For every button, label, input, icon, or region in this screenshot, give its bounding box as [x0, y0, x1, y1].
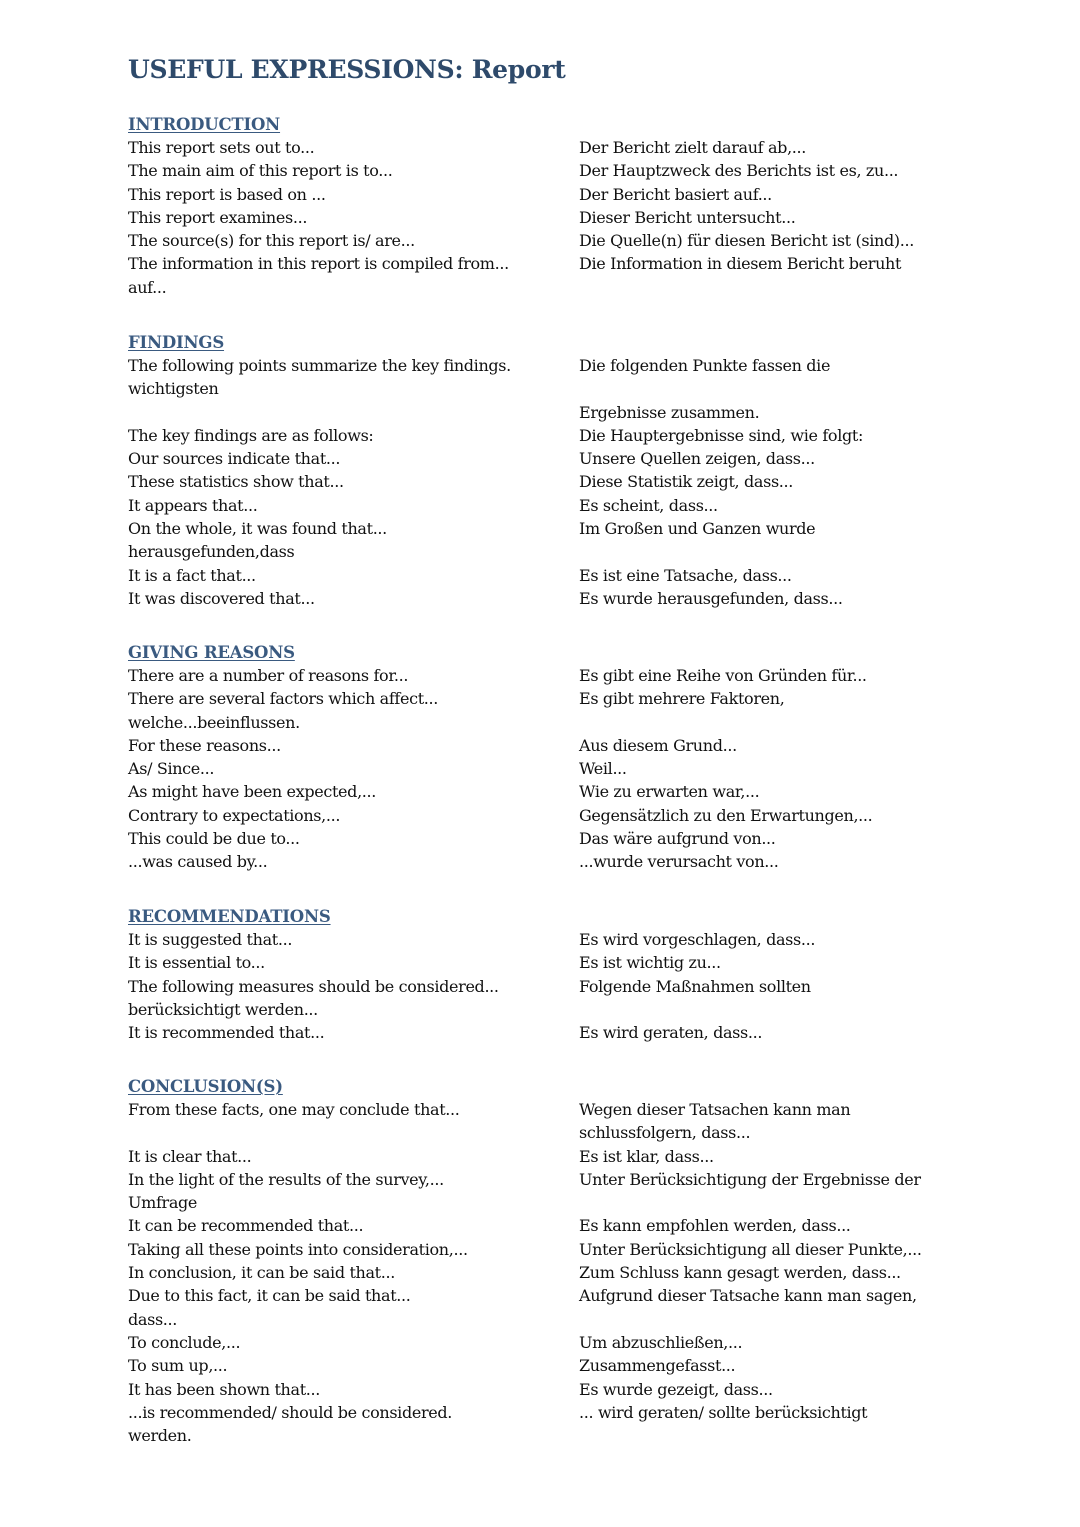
phrase-row [128, 711, 968, 734]
phrase-row [128, 1145, 968, 1168]
phrase-row [128, 975, 968, 998]
english-phrase: berücksichtigt werden... [128, 999, 318, 1019]
english-phrase: This report examines... [128, 207, 308, 227]
english-phrase: From these facts, one may conclude that... [128, 1100, 460, 1119]
german-phrase: schlussfolgern, dass... [579, 1123, 751, 1143]
german-phrase: ...wurde verursacht von... [579, 852, 779, 872]
german-phrase: Wegen dieser Tatsachen kann man [579, 1100, 851, 1119]
phrase-row [128, 951, 968, 974]
section-findings [128, 331, 968, 610]
english-phrase: Umfrage [128, 1193, 198, 1213]
section-giving-reasons [128, 641, 968, 874]
german-phrase: Es gibt eine Reihe von Gründen für... [579, 666, 867, 685]
german-phrase: Zum Schluss kann gesagt werden, dass... [579, 1263, 901, 1283]
german-phrase: Gegensätzlich zu den Erwartungen,... [579, 805, 873, 825]
german-phrase: Es scheint, dass... [579, 495, 718, 515]
section-heading: CONCLUSION(S) [128, 1077, 283, 1096]
german-phrase: Dieser Bericht untersucht... [579, 207, 796, 227]
phrase-row [128, 928, 968, 951]
german-phrase: Ergebnisse zusammen. [579, 402, 760, 422]
english-phrase: The information in this report is compiled from... [128, 254, 509, 274]
section-heading: INTRODUCTION [128, 115, 281, 134]
german-phrase: Es wird geraten, dass... [579, 1023, 763, 1043]
phrase-row [128, 1191, 968, 1214]
phrase-row [128, 424, 968, 447]
english-phrase: The following points summarize the key findings. [128, 356, 511, 375]
german-phrase: Der Bericht zielt darauf ab,... [579, 138, 807, 157]
english-phrase: Our sources indicate that... [128, 449, 341, 469]
phrase-row [128, 1261, 968, 1284]
english-phrase: As might have been expected,... [128, 782, 377, 802]
section-heading: RECOMMENDATIONS [128, 907, 331, 926]
phrase-row [128, 183, 968, 206]
english-phrase: It is suggested that... [128, 930, 293, 949]
phrase-row [128, 540, 968, 563]
english-phrase: There are several factors which affect... [128, 689, 439, 709]
phrase-row [128, 206, 968, 229]
english-phrase: It has been shown that... [128, 1379, 320, 1399]
english-phrase: auf... [128, 277, 167, 297]
german-phrase: Im Großen und Ganzen wurde [579, 519, 816, 539]
german-phrase: Zusammengefasst... [579, 1356, 736, 1376]
phrase-row [128, 1168, 968, 1191]
english-phrase: There are a number of reasons for... [128, 666, 409, 685]
phrase-list [128, 1098, 968, 1447]
german-phrase: Der Hauptzweck des Berichts ist es, zu... [579, 161, 899, 181]
german-phrase: Weil... [579, 759, 627, 779]
english-phrase: It is essential to... [128, 953, 265, 973]
english-phrase: The key findings are as follows: [128, 425, 374, 445]
phrase-row [128, 1284, 968, 1307]
section-recommendations [128, 905, 968, 1044]
phrase-row [128, 354, 968, 377]
phrase-row [128, 780, 968, 803]
german-phrase: Unter Berücksichtigung all dieser Punkte,... [579, 1239, 922, 1259]
english-phrase: It was discovered that... [128, 588, 315, 608]
english-phrase: To conclude,... [128, 1332, 241, 1352]
german-phrase: Aufgrund dieser Tatsache kann man sagen, [579, 1286, 917, 1306]
phrase-row [128, 1214, 968, 1237]
english-phrase: The source(s) for this report is/ are... [128, 231, 415, 251]
english-phrase: The main aim of this report is to... [128, 161, 393, 181]
english-phrase: It can be recommended that... [128, 1216, 364, 1236]
english-phrase: wichtigsten [128, 379, 219, 399]
phrase-row [128, 377, 968, 400]
phrase-row [128, 1308, 968, 1331]
phrase-row [128, 1098, 968, 1121]
german-phrase: Wie zu erwarten war,... [579, 782, 760, 802]
german-phrase: Aus diesem Grund... [579, 735, 737, 755]
english-phrase: This report sets out to... [128, 138, 315, 157]
english-phrase: In conclusion, it can be said that... [128, 1263, 395, 1283]
phrase-list [128, 354, 968, 610]
english-phrase: It is recommended that... [128, 1023, 325, 1043]
german-phrase: ... wird geraten/ sollte berücksichtigt [579, 1402, 868, 1422]
english-phrase: Due to this fact, it can be said that... [128, 1286, 411, 1306]
english-phrase: werden. [128, 1426, 192, 1446]
phrase-row [128, 664, 968, 687]
english-phrase: It appears that... [128, 495, 258, 515]
german-phrase: Es wurde herausgefunden, dass... [579, 588, 843, 608]
german-phrase: Es kann empfohlen werden, dass... [579, 1216, 851, 1236]
english-phrase: As/ Since... [128, 759, 215, 779]
english-phrase: This report is based on ... [128, 184, 326, 204]
english-phrase: To sum up,... [128, 1356, 228, 1376]
english-phrase: herausgefunden,dass [128, 542, 295, 562]
phrase-row [128, 587, 968, 610]
phrase-row [128, 1424, 968, 1447]
page-title: USEFUL EXPRESSIONS: Report [128, 55, 566, 84]
english-phrase: Taking all these points into consideration,... [128, 1239, 468, 1259]
phrase-row [128, 734, 968, 757]
german-phrase: Das wäre aufgrund von... [579, 829, 776, 849]
german-phrase: Es wird vorgeschlagen, dass... [579, 930, 816, 949]
phrase-list [128, 664, 968, 874]
phrase-row [128, 757, 968, 780]
phrase-row [128, 1378, 968, 1401]
english-phrase: For these reasons... [128, 735, 281, 755]
german-phrase: Der Bericht basiert auf... [579, 184, 772, 204]
phrase-row [128, 1354, 968, 1377]
german-phrase: Es gibt mehrere Faktoren, [579, 689, 785, 709]
german-phrase: Die Quelle(n) für diesen Bericht ist (sind)... [579, 231, 914, 251]
english-phrase: ...was caused by... [128, 852, 268, 872]
phrase-row [128, 229, 968, 252]
section-heading: GIVING REASONS [128, 643, 295, 662]
german-phrase: Es ist wichtig zu... [579, 953, 721, 973]
german-phrase: Die Information in diesem Bericht beruht [579, 254, 902, 274]
phrase-row [128, 1401, 968, 1424]
english-phrase: dass... [128, 1309, 178, 1329]
english-phrase: welche...beeinflussen. [128, 712, 300, 732]
phrase-row [128, 687, 968, 710]
phrase-row [128, 1238, 968, 1261]
phrase-row [128, 159, 968, 182]
phrase-row [128, 1121, 968, 1144]
phrase-row [128, 470, 968, 493]
phrase-row [128, 1021, 968, 1044]
german-phrase: Unsere Quellen zeigen, dass... [579, 449, 815, 469]
german-phrase: Es ist klar, dass... [579, 1146, 714, 1166]
phrase-row [128, 564, 968, 587]
phrase-row [128, 252, 968, 275]
phrase-row [128, 998, 968, 1021]
phrase-row [128, 517, 968, 540]
english-phrase: It is clear that... [128, 1146, 252, 1166]
phrase-row [128, 850, 968, 873]
german-phrase: Es ist eine Tatsache, dass... [579, 565, 792, 585]
english-phrase: In the light of the results of the survey,... [128, 1169, 444, 1189]
german-phrase: Um abzuschließen,... [579, 1332, 743, 1352]
english-phrase: The following measures should be considered... [128, 976, 499, 996]
english-phrase: This could be due to... [128, 829, 300, 849]
phrase-row [128, 401, 968, 424]
section-heading: FINDINGS [128, 333, 225, 352]
phrase-row [128, 276, 968, 299]
phrase-row [128, 494, 968, 517]
section-introduction [128, 113, 968, 299]
phrase-row [128, 1331, 968, 1354]
german-phrase: Folgende Maßnahmen sollten [579, 976, 811, 996]
english-phrase: ...is recommended/ should be considered. [128, 1402, 453, 1422]
phrase-row [128, 804, 968, 827]
german-phrase: Es wurde gezeigt, dass... [579, 1379, 773, 1399]
english-phrase: On the whole, it was found that... [128, 519, 387, 539]
german-phrase: Die Hauptergebnisse sind, wie folgt: [579, 425, 863, 445]
english-phrase: Contrary to expectations,... [128, 805, 341, 825]
phrase-list [128, 136, 968, 299]
english-phrase: These statistics show that... [128, 472, 344, 492]
phrase-list [128, 928, 968, 1044]
german-phrase: Diese Statistik zeigt, dass... [579, 472, 794, 492]
phrase-row [128, 827, 968, 850]
german-phrase: Die folgenden Punkte fassen die [579, 356, 831, 375]
section-conclusions [128, 1075, 968, 1447]
phrase-row [128, 447, 968, 470]
phrase-row [128, 136, 968, 159]
german-phrase: Unter Berücksichtigung der Ergebnisse der [579, 1169, 921, 1189]
english-phrase: It is a fact that... [128, 565, 256, 585]
